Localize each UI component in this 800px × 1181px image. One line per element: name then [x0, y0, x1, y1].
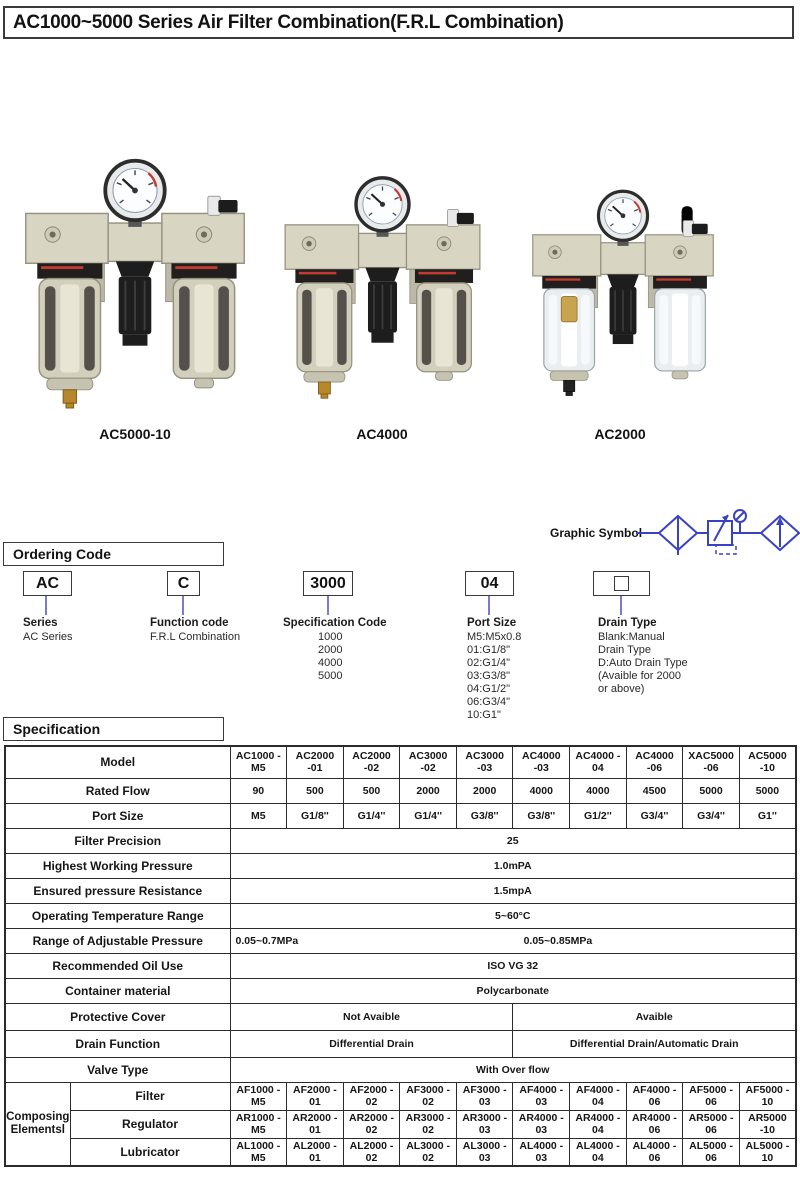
code-box-series: AC	[23, 571, 72, 596]
option-line: 4000	[318, 657, 343, 669]
working-pressure-label: Highest Working Pressure	[5, 853, 230, 878]
spec-cell: AL4000 - 03	[513, 1138, 570, 1166]
option-line: (Avaible for 2000	[598, 670, 681, 682]
composing-filter-row	[5, 1082, 796, 1110]
protective-cover-label: Protective Cover	[5, 1003, 230, 1030]
spec-cell: AR5000 -10	[739, 1110, 796, 1138]
option-line: 1000	[318, 631, 343, 643]
graphic-symbol-label: Graphic Symbol	[550, 526, 643, 540]
filter-precision-value: 25	[230, 828, 796, 853]
composing-elements-label	[5, 1082, 70, 1166]
protective-cover-left: Not Avaible	[230, 1003, 513, 1030]
composing-lubricator-row	[5, 1138, 796, 1166]
spec-cell: AR4000 - 03	[513, 1110, 570, 1138]
model-label: Model	[5, 746, 230, 778]
spec-cell: G1/4''	[400, 803, 457, 828]
series-options	[23, 631, 73, 644]
spec-cell: 500	[287, 778, 344, 803]
ensured-pressure-value: 1.5mpA	[230, 878, 796, 903]
oil-label: Recommended Oil Use	[5, 953, 230, 978]
spec-cell: AC5000 -10	[739, 746, 796, 778]
connector-line	[620, 596, 622, 615]
connector-line	[45, 596, 47, 615]
drain-function-label: Drain Function	[5, 1030, 230, 1057]
code-box-port-size: 04	[465, 571, 514, 596]
filter-bowl	[295, 269, 353, 398]
spec-cell: G1/2''	[570, 803, 627, 828]
product-image-ac5000-10	[20, 152, 250, 411]
frl-unit-drawing	[20, 152, 250, 411]
spec-cell: 4500	[626, 778, 683, 803]
regulator-knob	[116, 261, 154, 345]
spec-cell: AF3000 - 03	[456, 1082, 513, 1110]
option-line: 10:G1"	[467, 709, 501, 721]
connector-line	[182, 596, 184, 615]
spec-cell: M5	[230, 803, 287, 828]
filter-sublabel: Filter	[70, 1082, 230, 1110]
spec-cell: G1/8''	[287, 803, 344, 828]
temperature-value: 5~60°C	[230, 903, 796, 928]
valve-type-value: With Over flow	[230, 1057, 796, 1082]
port-size-row	[5, 803, 796, 828]
container-value: Polycarbonate	[230, 978, 796, 1003]
function-code-options	[150, 631, 240, 644]
oil-value: ISO VG 32	[230, 953, 796, 978]
regulator-symbol	[708, 515, 736, 554]
product-caption: AC5000-10	[99, 426, 171, 442]
drain-function-right: Differential Drain/Automatic Drain	[513, 1030, 796, 1057]
oil-row	[5, 953, 796, 978]
spec-cell: AC2000 -02	[343, 746, 400, 778]
lubricator-bowl	[171, 263, 236, 388]
adjustable-pressure-values	[230, 928, 796, 953]
spec-cell: AR4000 - 04	[570, 1110, 627, 1138]
spec-cell: AF4000 - 06	[626, 1082, 683, 1110]
spec-cell: G3/8''	[513, 803, 570, 828]
product-caption: AC4000	[356, 426, 408, 442]
filter-symbol	[659, 516, 697, 555]
protective-cover-right: Avaible	[513, 1003, 796, 1030]
composing-line1: Composing	[6, 1110, 70, 1123]
spec-cell: AL5000 - 06	[683, 1138, 740, 1166]
model-row	[5, 746, 796, 778]
adjustable-pressure-label: Range of Adjustable Pressure	[5, 928, 230, 953]
lubricator-bowl	[415, 269, 473, 380]
function-code-label: Function code	[150, 617, 229, 629]
regulator-knob	[607, 274, 639, 344]
working-pressure-row	[5, 853, 796, 878]
spec-cell: 4000	[513, 778, 570, 803]
option-line: 02:G1/4"	[467, 657, 511, 669]
specification-code-options	[318, 631, 342, 683]
filter-bowl	[37, 263, 102, 408]
spec-cell: 90	[230, 778, 287, 803]
spec-cell: AF3000 - 02	[400, 1082, 457, 1110]
lubricator-sublabel: Lubricator	[70, 1138, 230, 1166]
spec-cell: G3/8''	[456, 803, 513, 828]
spec-cell: AF2000 - 02	[343, 1082, 400, 1110]
drain-type-options	[598, 631, 688, 696]
rated-flow-label: Rated Flow	[5, 778, 230, 803]
ordering-code-title: Ordering Code	[3, 542, 224, 566]
spec-cell: AC3000 -03	[456, 746, 513, 778]
container-label: Container material	[5, 978, 230, 1003]
spec-cell: AF1000 - M5	[230, 1082, 287, 1110]
series-label: Series	[23, 617, 58, 629]
spec-cell: AL3000 - 03	[456, 1138, 513, 1166]
option-line: D:Auto Drain Type	[598, 657, 688, 669]
port-size-label: Port Size	[5, 803, 230, 828]
option-line: M5:M5x0.8	[467, 631, 522, 643]
spec-cell: 4000	[570, 778, 627, 803]
spec-cell: AR3000 - 03	[456, 1110, 513, 1138]
gauge-symbol	[734, 510, 746, 533]
specification-title: Specification	[3, 717, 224, 741]
spec-cell: AF5000 - 10	[739, 1082, 796, 1110]
adjustable-pressure-row	[5, 928, 796, 953]
spec-cell: AR1000 - M5	[230, 1110, 287, 1138]
option-line: F.R.L Combination	[150, 631, 241, 643]
pressure-gauge	[356, 178, 409, 237]
temperature-row	[5, 903, 796, 928]
spec-cell: AL4000 - 06	[626, 1138, 683, 1166]
composing-line2: Elementsl	[10, 1123, 65, 1136]
frl-schematic-icon	[636, 503, 800, 563]
valve-type-row	[5, 1057, 796, 1082]
spec-cell: AC1000 - M5	[230, 746, 287, 778]
product-image-ac4000	[280, 170, 485, 401]
option-line: Blank:Manual	[598, 631, 665, 643]
spec-cell: G1/4''	[343, 803, 400, 828]
page-title: AC1000~5000 Series Air Filter Combination(F.R.L Combination)	[3, 6, 794, 39]
code-box-drain-type	[593, 571, 650, 596]
option-line: or above)	[598, 683, 645, 695]
connector-line	[327, 596, 329, 615]
filter-precision-label: Filter Precision	[5, 828, 230, 853]
spec-cell: AC3000 -02	[400, 746, 457, 778]
lubricator-top-valve	[208, 196, 238, 215]
spec-cell: AC2000 -01	[287, 746, 344, 778]
spec-cell: AL1000 - M5	[230, 1138, 287, 1166]
filter-bowl	[542, 276, 596, 396]
working-pressure-value: 1.0mPA	[230, 853, 796, 878]
spec-cell: G1''	[739, 803, 796, 828]
frl-unit-drawing	[280, 170, 485, 401]
spec-cell: AR4000 - 06	[626, 1110, 683, 1138]
adjustable-low-range: 0.05~0.7MPa	[235, 934, 299, 947]
connector-line	[488, 596, 490, 615]
spec-cell: 500	[343, 778, 400, 803]
protective-cover-row	[5, 1003, 796, 1030]
spec-cell: G3/4''	[683, 803, 740, 828]
drain-type-label: Drain Type	[598, 617, 657, 629]
spec-cell: AF4000 - 04	[570, 1082, 627, 1110]
ensured-pressure-label: Ensured pressure Resistance	[5, 878, 230, 903]
specification-table	[4, 745, 797, 1167]
spec-cell: AC4000 - 04	[570, 746, 627, 778]
filter-precision-row	[5, 828, 796, 853]
rated-flow-row	[5, 778, 796, 803]
valve-type-label: Valve Type	[5, 1057, 230, 1082]
spec-cell: AC4000 -03	[513, 746, 570, 778]
spec-cell: AL2000 - 02	[343, 1138, 400, 1166]
code-box-specification: 3000	[303, 571, 353, 596]
temperature-label: Operating Temperature Range	[5, 903, 230, 928]
composing-regulator-row	[5, 1110, 796, 1138]
spec-cell: AF4000 - 03	[513, 1082, 570, 1110]
lubricator-symbol	[761, 516, 799, 550]
spec-cell: AR3000 - 02	[400, 1110, 457, 1138]
spec-cell: 2000	[400, 778, 457, 803]
spec-cell: XAC5000 -06	[683, 746, 740, 778]
option-line: 2000	[318, 644, 343, 656]
product-caption: AC2000	[594, 426, 646, 442]
spec-cell: G3/4''	[626, 803, 683, 828]
spec-cell: AR5000 - 06	[683, 1110, 740, 1138]
spec-cell: AF2000 - 01	[287, 1082, 344, 1110]
lubricator-bowl	[653, 276, 707, 379]
spec-cell: 5000	[739, 778, 796, 803]
option-line: 04:G1/2"	[467, 683, 511, 695]
code-box-function: C	[167, 571, 200, 596]
option-line: Drain Type	[598, 644, 651, 656]
spec-cell: AL4000 - 04	[570, 1138, 627, 1166]
pressure-gauge	[105, 161, 164, 227]
drain-function-row	[5, 1030, 796, 1057]
spec-cell: AL3000 - 02	[400, 1138, 457, 1166]
product-image-ac2000	[528, 184, 718, 398]
regulator-knob	[365, 268, 399, 343]
spec-cell: 5000	[683, 778, 740, 803]
spec-cell: AL5000 - 10	[739, 1138, 796, 1166]
ensured-pressure-row	[5, 878, 796, 903]
option-line: 06:G3/4"	[467, 696, 511, 708]
adjustable-high-range: 0.05~0.85MPa	[523, 934, 593, 947]
blank-code-square	[614, 576, 629, 591]
port-size-options	[467, 631, 521, 722]
port-size-label: Port Size	[467, 617, 517, 629]
option-line: 03:G3/8"	[467, 670, 511, 682]
spec-cell: AC4000 -06	[626, 746, 683, 778]
spec-cell: AR2000 - 02	[343, 1110, 400, 1138]
lubricator-top-valve	[682, 206, 708, 236]
frl-unit-drawing	[528, 184, 718, 398]
option-line: AC Series	[23, 631, 73, 643]
option-line: 01:G1/8"	[467, 644, 511, 656]
spec-cell: AL2000 - 01	[287, 1138, 344, 1166]
spec-cell: 2000	[456, 778, 513, 803]
spec-cell: AF5000 - 06	[683, 1082, 740, 1110]
specification-code-label: Specification Code	[283, 617, 387, 629]
container-row	[5, 978, 796, 1003]
lubricator-top-valve	[447, 209, 473, 226]
pressure-gauge	[598, 191, 647, 246]
drain-function-left: Differential Drain	[230, 1030, 513, 1057]
spec-cell: AR2000 - 01	[287, 1110, 344, 1138]
option-line: 5000	[318, 670, 343, 682]
regulator-sublabel: Regulator	[70, 1110, 230, 1138]
